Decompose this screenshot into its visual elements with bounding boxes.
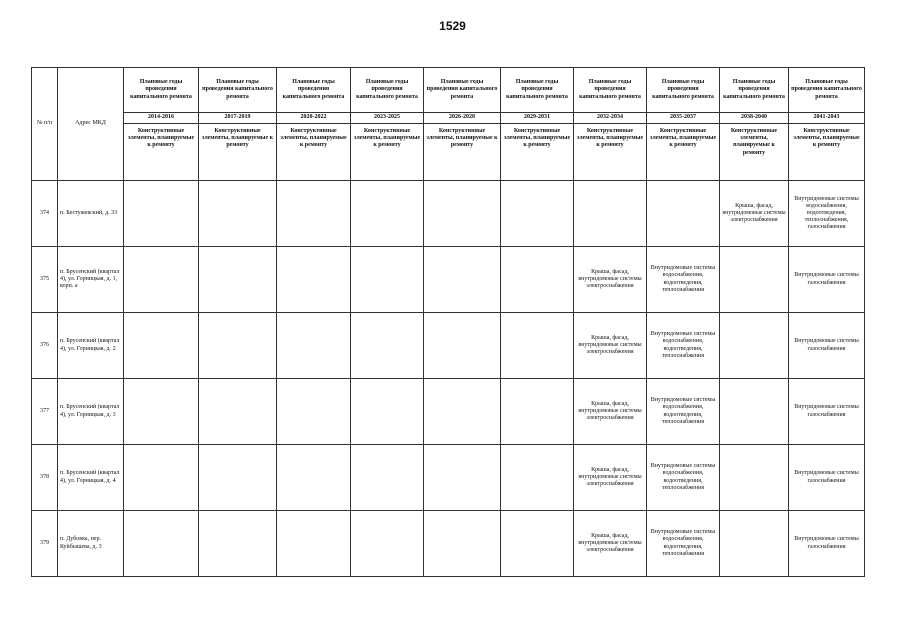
- repair-cell: [720, 511, 789, 577]
- repair-cell: [424, 379, 501, 445]
- header-address: Адрес МКД: [58, 68, 124, 181]
- repair-cell: [124, 379, 199, 445]
- table-row: [32, 511, 865, 577]
- repair-cell: [501, 511, 574, 577]
- repair-cell: Внутридомовые системы газоснабжения: [789, 445, 865, 511]
- repair-cell: Внутридомовые системы водоснабжения, водоотведения, теплоснабжения: [647, 445, 720, 511]
- header-period-years: 2020-2022: [277, 113, 351, 124]
- table-row: [32, 247, 865, 313]
- row-address: п. Бестужевский, д. 33: [58, 181, 124, 247]
- repair-cell: [124, 247, 199, 313]
- repair-cell: [199, 445, 277, 511]
- header-elements-label: Конструктивные элементы, планируемые к ремонту: [199, 124, 277, 181]
- header-elements-label: Конструктивные элементы, планируемые к ремонту: [501, 124, 574, 181]
- header-elements-label: Конструктивные элементы, планируемые к ремонту: [351, 124, 424, 181]
- row-address: п. Дубовка, пер. Куйбышева, д. 3: [58, 511, 124, 577]
- repair-cell: [124, 313, 199, 379]
- header-period-title: Плановые годы проведения капитального ремонта: [574, 68, 647, 113]
- repair-cell: [501, 379, 574, 445]
- repair-cell: [277, 247, 351, 313]
- header-period-years: 2014-2016: [124, 113, 199, 124]
- repair-cell: Внутридомовые системы газоснабжения: [789, 313, 865, 379]
- row-address: п. Брусенский (квартал 4), ул. Горницкая, д. 2: [58, 313, 124, 379]
- header-elements-label: Конструктивные элементы, планируемые к ремонту: [124, 124, 199, 181]
- repair-cell: Крыша, фасад, внутридомовые системы электроснабжения: [574, 247, 647, 313]
- header-period-years: 2035-2037: [647, 113, 720, 124]
- header-period-years: 2041-2043: [789, 113, 865, 124]
- repair-cell: Внутридомовые системы водоснабжения, водоотведения, теплоснабжения: [647, 379, 720, 445]
- header-elements-label: Конструктивные элементы, планируемые к ремонту: [789, 124, 865, 181]
- repair-cell: [351, 445, 424, 511]
- repair-cell: [647, 181, 720, 247]
- repair-cell: [501, 247, 574, 313]
- repair-cell: [124, 511, 199, 577]
- header-period-years: 2017-2019: [199, 113, 277, 124]
- row-number: 377: [32, 379, 58, 445]
- repair-cell: [199, 313, 277, 379]
- repair-cell: [124, 181, 199, 247]
- row-number: 375: [32, 247, 58, 313]
- repair-cell: [277, 511, 351, 577]
- repair-cell: [277, 379, 351, 445]
- table-row: [32, 445, 865, 511]
- page-number: 1529: [439, 19, 466, 33]
- repair-cell: [501, 445, 574, 511]
- repair-cell: [124, 445, 199, 511]
- repair-cell: Внутридомовые системы газоснабжения: [789, 379, 865, 445]
- header-period-title: Плановые годы проведения капитального ремонта: [277, 68, 351, 113]
- repair-cell: [199, 181, 277, 247]
- header-period-title: Плановые годы проведения капитального ремонта: [351, 68, 424, 113]
- repair-cell: [720, 313, 789, 379]
- repair-cell: Крыша, фасад, внутридомовые системы электроснабжения: [574, 511, 647, 577]
- repair-cell: [277, 313, 351, 379]
- repair-cell: Крыша, фасад, внутридомовые системы электроснабжения: [574, 445, 647, 511]
- table-row: [32, 181, 865, 247]
- header-period-years: 2032-2034: [574, 113, 647, 124]
- repair-cell: Крыша, фасад, внутридомовые системы электроснабжения: [574, 379, 647, 445]
- header-elements-label: Конструктивные элементы, планируемые к ремонту: [720, 124, 789, 181]
- header-number: № п/п: [32, 68, 58, 181]
- header-period-years: 2026-2028: [424, 113, 501, 124]
- repair-cell: [720, 445, 789, 511]
- header-elements-label: Конструктивные элементы, планируемые к ремонту: [647, 124, 720, 181]
- repair-cell: [351, 313, 424, 379]
- table-row: [32, 379, 865, 445]
- repair-cell: Внутридомовые системы газоснабжения: [789, 247, 865, 313]
- header-period-title: Плановые годы проведения капитального ремонта: [647, 68, 720, 113]
- repair-cell: [424, 181, 501, 247]
- repair-cell: [501, 313, 574, 379]
- repair-cell: Внутридомовые системы водоснабжения, водоотведения, теплоснабжения, газоснабжения: [789, 181, 865, 247]
- repair-cell: Внутридомовые системы водоснабжения, водоотведения, теплоснабжения: [647, 313, 720, 379]
- header-period-title: Плановые годы проведения капитального ремонта: [789, 68, 865, 113]
- repair-cell: Внутридомовые системы водоснабжения, водоотведения, теплоснабжения: [647, 511, 720, 577]
- repair-cell: [424, 511, 501, 577]
- repair-cell: [351, 247, 424, 313]
- repair-cell: [424, 445, 501, 511]
- header-period-title: Плановые годы проведения капитального ремонта: [501, 68, 574, 113]
- repair-cell: [574, 181, 647, 247]
- row-number: 379: [32, 511, 58, 577]
- header-elements-label: Конструктивные элементы, планируемые к ремонту: [574, 124, 647, 181]
- repair-cell: [720, 379, 789, 445]
- repair-cell: [351, 511, 424, 577]
- table-row: [32, 313, 865, 379]
- row-address: п. Брусенский (квартал 4), ул. Горницкая, д. 3: [58, 379, 124, 445]
- repair-cell: [199, 511, 277, 577]
- repair-cell: [351, 181, 424, 247]
- row-number: 376: [32, 313, 58, 379]
- repair-cell: [199, 247, 277, 313]
- row-address: п. Брусенский (квартал 4), ул. Горницкая, д. 4: [58, 445, 124, 511]
- repair-cell: [424, 247, 501, 313]
- row-number: 378: [32, 445, 58, 511]
- repair-cell: [199, 379, 277, 445]
- row-number: 374: [32, 181, 58, 247]
- header-period-years: 2023-2025: [351, 113, 424, 124]
- repair-cell: [351, 379, 424, 445]
- repair-schedule-table: [31, 67, 865, 577]
- repair-cell: [720, 247, 789, 313]
- repair-cell: Крыша, фасад, внутридомовые системы электроснабжения: [574, 313, 647, 379]
- repair-cell: [277, 181, 351, 247]
- repair-cell: Внутридомовые системы водоснабжения, водоотведения, теплоснабжения: [647, 247, 720, 313]
- header-period-years: 2029-2031: [501, 113, 574, 124]
- repair-cell: [277, 445, 351, 511]
- header-period-title: Плановые годы проведения капитального ремонта: [124, 68, 199, 113]
- header-period-title: Плановые годы проведения капитального ремонта: [424, 68, 501, 113]
- header-period-title: Плановые годы проведения капитального ремонта: [199, 68, 277, 113]
- header-period-years: 2038-2040: [720, 113, 789, 124]
- repair-cell: Внутридомовые системы газоснабжения: [789, 511, 865, 577]
- header-period-title: Плановые годы проведения капитального ремонта: [720, 68, 789, 113]
- header-elements-label: Конструктивные элементы, планируемые к ремонту: [277, 124, 351, 181]
- repair-cell: [501, 181, 574, 247]
- row-address: п. Брусенский (квартал 4), ул. Горницкая, д. 1, корп. а: [58, 247, 124, 313]
- repair-cell: Крыша, фасад, внутридомовые системы электроснабжения: [720, 181, 789, 247]
- repair-cell: [424, 313, 501, 379]
- header-elements-label: Конструктивные элементы, планируемые к ремонту: [424, 124, 501, 181]
